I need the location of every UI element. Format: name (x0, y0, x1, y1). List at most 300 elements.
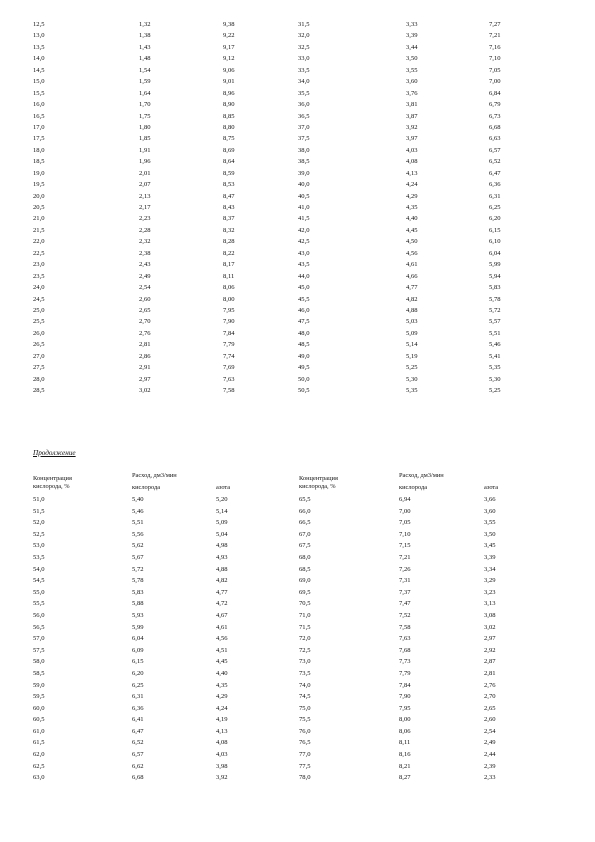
table-cell: 6,20 (132, 669, 144, 677)
table-cell: 6,62 (132, 762, 144, 770)
table-cell: 17,5 (33, 135, 45, 143)
table-cell: 2,97 (139, 375, 151, 383)
table-cell: 3,55 (484, 519, 496, 527)
table-cell: 6,15 (132, 658, 144, 666)
table-cell: 2,49 (484, 739, 496, 747)
table-cell: 2,81 (484, 669, 496, 677)
table-cell: 5,94 (489, 272, 501, 280)
table-cell: 9,38 (223, 21, 235, 28)
table-cell: 4,35 (406, 204, 418, 211)
table-cell: 5,51 (489, 329, 501, 337)
table-cell: 6,09 (132, 646, 144, 654)
table-cell: 19,5 (33, 181, 45, 189)
table-cell: 3,76 (406, 89, 418, 97)
table-cell: 22,5 (33, 249, 45, 257)
table-cell: 6,57 (489, 146, 501, 154)
table-cell: 5,56 (132, 530, 144, 538)
table-cell: 4,66 (406, 272, 418, 280)
table-cell: 7,05 (399, 519, 411, 527)
table-cell: 25,5 (33, 318, 45, 326)
table-cell: 6,25 (489, 204, 501, 211)
table-cell: 2,01 (139, 169, 151, 177)
table-cell: 3,92 (216, 774, 228, 782)
table-cell: 54,5 (33, 577, 45, 585)
table-cell: 8,21 (399, 762, 411, 770)
table-cell: 7,00 (399, 507, 411, 515)
table-cell: 39,0 (298, 169, 310, 177)
table-cell: 3,33 (406, 21, 418, 28)
table-cell: 3,60 (406, 78, 418, 86)
table-cell: 48,5 (298, 341, 310, 349)
table-cell: 9,12 (223, 55, 235, 63)
table-cell: 27,0 (33, 352, 45, 360)
table-cell: 6,31 (132, 693, 144, 701)
table-cell: 7,79 (399, 669, 411, 677)
table-cell: 9,01 (223, 78, 235, 86)
table-cell: 1,59 (139, 78, 151, 86)
table-cell: 7,63 (223, 375, 235, 383)
table-cell: 2,60 (484, 716, 496, 724)
table-cell: 13,5 (33, 43, 45, 51)
table-cell: 8,47 (223, 192, 235, 200)
table-cell: 6,52 (489, 158, 501, 166)
table-cell: 69,0 (299, 577, 311, 585)
table-cell: 20,5 (33, 204, 45, 211)
table-cell: 2,38 (139, 249, 151, 257)
table-cell: 4,50 (406, 238, 418, 246)
table-cell: 4,93 (216, 553, 228, 561)
table-cell: 7,10 (489, 55, 501, 63)
table-cell: 5,51 (132, 519, 144, 527)
table-cell: 14,0 (33, 55, 45, 63)
table-cell: 1,80 (139, 123, 151, 131)
table-cell: 7,21 (489, 32, 501, 40)
table-cell: 68,5 (299, 565, 311, 573)
table-cell: 3,45 (484, 542, 496, 550)
table-cell: 4,88 (216, 565, 228, 573)
table-cell: 36,0 (298, 101, 310, 109)
table-cell: 7,90 (399, 693, 411, 701)
table-cell: 63,0 (33, 774, 45, 782)
table-cell: 2,07 (139, 181, 151, 189)
table-cell: 6,25 (132, 681, 144, 689)
table-cell: 70,5 (299, 600, 311, 608)
table-cell: 7,73 (399, 658, 411, 666)
table-cell: 4,88 (406, 306, 418, 314)
table-cell: 5,14 (406, 341, 418, 349)
table-cell: 77,0 (299, 751, 311, 759)
table-cell: 5,19 (406, 352, 418, 360)
table-cell: 17,0 (33, 123, 45, 131)
table-cell: 8,16 (399, 751, 411, 759)
table-cell: 3,98 (216, 762, 228, 770)
table-cell: 1,96 (139, 158, 151, 166)
table-cell: 2,81 (139, 341, 151, 349)
table-cell: 1,75 (139, 112, 151, 120)
table-cell: 6,04 (132, 635, 144, 643)
table-cell: 5,62 (132, 542, 144, 550)
table-cell: 6,52 (132, 739, 144, 747)
table-cell: 1,43 (139, 43, 151, 51)
table-cell: 45,0 (298, 284, 310, 292)
table-cell: 7,95 (223, 306, 235, 314)
table-cell: 4,56 (216, 635, 228, 643)
table-cell: 5,09 (406, 329, 418, 337)
table-cell: 3,39 (406, 32, 418, 40)
table-cell: 8,11 (399, 739, 411, 747)
table-cell: 72,5 (299, 646, 311, 654)
table-cell: 77,5 (299, 762, 311, 770)
table-cell: 3,44 (406, 43, 418, 51)
table-cell: 2,13 (139, 192, 151, 200)
continuation-label: Продолжение (33, 449, 76, 457)
table-cell: 5,72 (489, 306, 501, 314)
table-cell: 8,90 (223, 101, 235, 109)
table-cell: 6,84 (489, 89, 501, 97)
table-cell: 5,57 (489, 318, 501, 326)
table-cell: 69,5 (299, 588, 311, 596)
table-cell: 6,47 (132, 727, 144, 735)
concentration-header-line1: Концентрация (299, 475, 338, 482)
table-cell: 3,66 (484, 496, 496, 503)
table-cell: 5,35 (489, 364, 501, 372)
table-cell: 8,80 (223, 123, 235, 131)
table-cell: 66,5 (299, 519, 311, 527)
table-cell: 4,35 (216, 681, 228, 689)
table-cell: 4,08 (216, 739, 228, 747)
table-cell: 4,19 (216, 716, 228, 724)
table-cell: 5,78 (489, 295, 501, 303)
table-cell: 56,5 (33, 623, 45, 631)
table-cell: 5,41 (489, 352, 501, 360)
table-cell: 4,03 (406, 146, 418, 154)
table-cell: 5,83 (132, 588, 144, 596)
table-cell: 59,5 (33, 693, 45, 701)
table-cell: 3,02 (139, 387, 151, 394)
table-cell: 3,92 (406, 123, 418, 131)
table-cell: 1,32 (139, 21, 151, 28)
table-cell: 26,0 (33, 329, 45, 337)
table-cell: 51,0 (33, 496, 45, 503)
table-cell: 4,61 (216, 623, 228, 631)
table-cell: 62,0 (33, 751, 45, 759)
table-cell: 8,96 (223, 89, 235, 97)
table-cell: 15,5 (33, 89, 45, 97)
table-cell: 33,0 (298, 55, 310, 63)
table-cell: 40,5 (298, 192, 310, 200)
flow-header-left: Расход, дм3/мин (132, 472, 177, 479)
table-cell: 8,59 (223, 169, 235, 177)
table-cell: 7,26 (399, 565, 411, 573)
table-cell: 5,14 (216, 507, 228, 515)
table-cell: 53,0 (33, 542, 45, 550)
table-cell: 7,84 (399, 681, 411, 689)
table-cell: 54,0 (33, 565, 45, 573)
table-cell: 9,17 (223, 43, 235, 51)
table-cell: 2,76 (484, 681, 496, 689)
table-cell: 2,43 (139, 261, 151, 269)
table-cell: 67,0 (299, 530, 311, 538)
table-cell: 78,0 (299, 774, 311, 782)
table-cell: 2,54 (139, 284, 151, 292)
table-cell: 41,5 (298, 215, 310, 223)
table-cell: 4,45 (216, 658, 228, 666)
table-cell: 6,73 (489, 112, 501, 120)
table-cell: 6,36 (489, 181, 501, 189)
table-cell: 2,70 (139, 318, 151, 326)
table-cell: 23,5 (33, 272, 45, 280)
table-cell: 6,47 (489, 169, 501, 177)
table-cell: 5,25 (406, 364, 418, 372)
table-cell: 2,23 (139, 215, 151, 223)
table-cell: 8,00 (399, 716, 411, 724)
table-cell: 3,02 (484, 623, 496, 631)
table-cell: 43,0 (298, 249, 310, 257)
table-cell: 8,69 (223, 146, 235, 154)
table-cell: 3,55 (406, 66, 418, 74)
table-cell: 7,90 (223, 318, 235, 326)
table-cell: 5,35 (406, 387, 418, 394)
table-cell: 7,10 (399, 530, 411, 538)
table-cell: 22,0 (33, 238, 45, 246)
table-cell: 7,27 (489, 21, 501, 28)
table-cell: 8,28 (223, 238, 235, 246)
table-cell: 24,0 (33, 284, 45, 292)
table-cell: 5,40 (132, 496, 144, 503)
table-cell: 7,74 (223, 352, 235, 360)
table-cell: 5,99 (489, 261, 501, 269)
table-cell: 71,5 (299, 623, 311, 631)
table-cell: 4,82 (216, 577, 228, 585)
table-cell: 4,51 (216, 646, 228, 654)
table-cell: 18,0 (33, 146, 45, 154)
table-cell: 16,5 (33, 112, 45, 120)
table-cell: 3,23 (484, 588, 496, 596)
table-cell: 7,79 (223, 341, 235, 349)
table-cell: 5,78 (132, 577, 144, 585)
table-cell: 32,5 (298, 43, 310, 51)
table-cell: 8,43 (223, 204, 235, 211)
table-cell: 7,63 (399, 635, 411, 643)
table-cell: 68,0 (299, 553, 311, 561)
table-cell: 8,22 (223, 249, 235, 257)
table-cell: 61,0 (33, 727, 45, 735)
table-cell: 35,5 (298, 89, 310, 97)
table-cell: 7,68 (399, 646, 411, 654)
table-cell: 7,69 (223, 364, 235, 372)
table-cell: 13,0 (33, 32, 45, 40)
table-cell: 1,91 (139, 146, 151, 154)
table-cell: 7,31 (399, 577, 411, 585)
table-cell: 2,44 (484, 751, 496, 759)
table-cell: 4,13 (216, 727, 228, 735)
table-cell: 24,5 (33, 295, 45, 303)
table-cell: 1,54 (139, 66, 151, 74)
table-cell: 7,16 (489, 43, 501, 51)
table-cell: 42,0 (298, 226, 310, 234)
table-cell: 20,0 (33, 192, 45, 200)
table-cell: 1,38 (139, 32, 151, 40)
table-cell: 2,87 (484, 658, 496, 666)
table-cell: 6,68 (489, 123, 501, 131)
table-cell: 3,08 (484, 611, 496, 619)
table-cell: 34,0 (298, 78, 310, 86)
table-cell: 7,00 (489, 78, 501, 86)
table-cell: 7,21 (399, 553, 411, 561)
table-cell: 1,70 (139, 101, 151, 109)
table-cell: 7,58 (399, 623, 411, 631)
table-cell: 4,61 (406, 261, 418, 269)
table-cell: 75,5 (299, 716, 311, 724)
oxygen-header-left: кислорода (132, 484, 161, 491)
table-cell: 45,5 (298, 295, 310, 303)
table-cell: 72,0 (299, 635, 311, 643)
table-cell: 14,5 (33, 66, 45, 74)
table-cell: 60,5 (33, 716, 45, 724)
table-cell: 7,47 (399, 600, 411, 608)
table-cell: 71,0 (299, 611, 311, 619)
table-cell: 9,06 (223, 66, 235, 74)
table-cell: 47,5 (298, 318, 310, 326)
table-cell: 5,46 (132, 507, 144, 515)
table-cell: 2,97 (484, 635, 496, 643)
table-cell: 6,04 (489, 249, 501, 257)
table-cell: 5,88 (132, 600, 144, 608)
table-cell: 50,5 (298, 387, 310, 394)
table-cell: 58,5 (33, 669, 45, 677)
table-cell: 41,0 (298, 204, 310, 211)
table-cell: 2,49 (139, 272, 151, 280)
table-cell: 31,5 (298, 21, 310, 28)
table-cell: 48,0 (298, 329, 310, 337)
table-cell: 8,37 (223, 215, 235, 223)
table-cell: 8,85 (223, 112, 235, 120)
table-cell: 4,67 (216, 611, 228, 619)
table-cell: 7,84 (223, 329, 235, 337)
table-cell: 6,10 (489, 238, 501, 246)
table-cell: 4,24 (216, 704, 228, 712)
table-cell: 6,36 (132, 704, 144, 712)
table-cell: 43,5 (298, 261, 310, 269)
table-cell: 53,5 (33, 553, 45, 561)
table-cell: 5,99 (132, 623, 144, 631)
table-cell: 51,5 (33, 507, 45, 515)
table-cell: 2,91 (139, 364, 151, 372)
table-cell: 56,0 (33, 611, 45, 619)
table-cell: 3,39 (484, 553, 496, 561)
flow-header-right: Расход, дм3/мин (399, 472, 444, 479)
table-cell: 6,20 (489, 215, 501, 223)
table-cell: 5,67 (132, 553, 144, 561)
table-cell: 4,56 (406, 249, 418, 257)
table-cell: 3,97 (406, 135, 418, 143)
table-cell: 75,0 (299, 704, 311, 712)
table-cell: 44,0 (298, 272, 310, 280)
table-cell: 8,53 (223, 181, 235, 189)
table-cell: 8,06 (223, 284, 235, 292)
table-cell: 3,50 (484, 530, 496, 538)
table-cell: 16,0 (33, 101, 45, 109)
table-cell: 65,5 (299, 496, 311, 503)
table-cell: 5,93 (132, 611, 144, 619)
table-cell: 21,0 (33, 215, 45, 223)
table-cell: 67,5 (299, 542, 311, 550)
table-cell: 42,5 (298, 238, 310, 246)
table-cell: 4,24 (406, 181, 418, 189)
table-cell: 50,0 (298, 375, 310, 383)
table-cell: 8,11 (223, 272, 235, 280)
table-cell: 4,77 (406, 284, 418, 292)
table-cell: 6,68 (132, 774, 144, 782)
concentration-header-line2: кислорода, % (33, 483, 70, 490)
table-cell: 3,87 (406, 112, 418, 120)
table-cell: 2,17 (139, 204, 151, 211)
table-cell: 2,54 (484, 727, 496, 735)
concentration-header-line1: Концентрация (33, 475, 72, 482)
table-cell: 3,81 (406, 101, 418, 109)
table-cell: 1,85 (139, 135, 151, 143)
table-cell: 19,0 (33, 169, 45, 177)
table-cell: 8,75 (223, 135, 235, 143)
table-cell: 4,98 (216, 542, 228, 550)
table-cell: 5,72 (132, 565, 144, 573)
table-cell: 4,45 (406, 226, 418, 234)
nitrogen-header-right: азота (484, 484, 499, 491)
table-cell: 18,5 (33, 158, 45, 166)
table-cell: 76,0 (299, 727, 311, 735)
table-cell: 61,5 (33, 739, 45, 747)
table-cell: 40,0 (298, 181, 310, 189)
table-cell: 5,04 (216, 530, 228, 538)
table-cell: 3,50 (406, 55, 418, 63)
table-cell: 76,5 (299, 739, 311, 747)
table-cell: 5,09 (216, 519, 228, 527)
table-cell: 15,0 (33, 78, 45, 86)
table-cell: 74,5 (299, 693, 311, 701)
table-cell: 4,13 (406, 169, 418, 177)
nitrogen-header-left: азота (216, 484, 231, 491)
table-cell: 2,65 (139, 306, 151, 314)
table-cell: 37,0 (298, 123, 310, 131)
table-cell: 6,94 (399, 496, 411, 503)
table-cell: 8,27 (399, 774, 411, 782)
table-cell: 38,0 (298, 146, 310, 154)
table-cell: 28,5 (33, 387, 45, 394)
table-cell: 9,22 (223, 32, 235, 40)
table-cell: 7,95 (399, 704, 411, 712)
table-cell: 25,0 (33, 306, 45, 314)
table-cell: 6,63 (489, 135, 501, 143)
table-cell: 6,41 (132, 716, 144, 724)
table-cell: 2,60 (139, 295, 151, 303)
table-cell: 6,15 (489, 226, 501, 234)
table-cell: 46,0 (298, 306, 310, 314)
table-cell: 49,0 (298, 352, 310, 360)
table-cell: 2,76 (139, 329, 151, 337)
table-cell: 5,30 (489, 375, 501, 383)
table-cell: 59,0 (33, 681, 45, 689)
table-cell: 12,5 (33, 21, 45, 28)
table-cell: 5,03 (406, 318, 418, 326)
table-cell: 62,5 (33, 762, 45, 770)
table-cell: 7,52 (399, 611, 411, 619)
table-cell: 4,29 (216, 693, 228, 701)
table-cell: 52,5 (33, 530, 45, 538)
table-cell: 4,03 (216, 751, 228, 759)
table-cell: 74,0 (299, 681, 311, 689)
table-cell: 4,40 (406, 215, 418, 223)
table-cell: 4,72 (216, 600, 228, 608)
